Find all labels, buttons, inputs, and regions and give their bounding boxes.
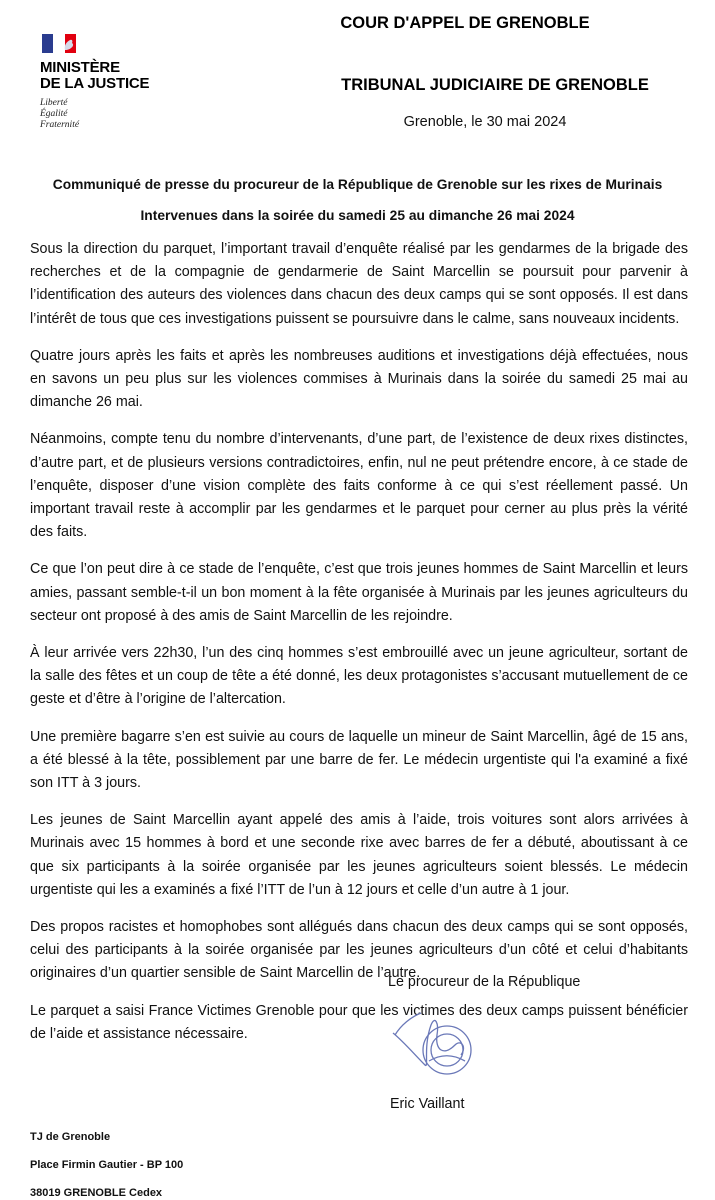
communique-body bbox=[30, 238, 688, 1060]
footer-postcode: 38019 GRENOBLE Cedex bbox=[30, 1187, 163, 1199]
paragraph: Néanmoins, compte tenu du nombre d’intervenants, d’une part, de l’existence de deux rixes distinctes, d’autre part, et de plusieurs versions contradictoires, enfin, nul ne peut prétendre encore, à ce stade de l’enquête, disposer d’une vision complète des faits conforme à ce qui s’est réellement passé. Un important travail reste à accomplir par les gendarmes et le parquet pour cerner au plus près la vérité des faits. bbox=[30, 431, 688, 541]
communique-title: Communiqué de presse du procureur de la République de Grenoble sur les rixes de Murinais bbox=[52, 177, 663, 192]
ministry-line-1: MINISTÈRE bbox=[40, 59, 120, 76]
motto-fraternite: Fraternité bbox=[40, 120, 80, 130]
paragraph: Une première bagarre s’en est suivie au cours de laquelle un mineur de Saint Marcellin, âgé de 15 ans, a été blessé à la tête, possiblement par une barre de fer. Le médecin urgentiste qui l'a examiné a fixé son ITT à 3 jours. bbox=[30, 728, 688, 792]
date-line: Grenoble, le 30 mai 2024 bbox=[403, 114, 567, 130]
communique-subtitle: Intervenues dans la soirée du samedi 25 au dimanche 26 mai 2024 bbox=[140, 208, 575, 223]
signature-stamp-image bbox=[385, 995, 485, 1095]
motto-egalite: Égalité bbox=[40, 109, 68, 119]
signature-flourish bbox=[395, 1013, 421, 1035]
paragraph: Ce que l’on peut dire à ce stade de l’enquête, c’est que trois jeunes hommes de Saint Marcellin et leurs amies, passant semble-t-il un bon moment à la fête organisée à Murinais par les jeunes agriculteurs du secteur ont proposé à des amis de Saint Marcellin de les rejoindre. bbox=[30, 561, 688, 624]
republic-motto bbox=[40, 98, 160, 131]
signatory-name: Eric Vaillant bbox=[390, 1096, 465, 1112]
paragraph: Le parquet a saisi France Victimes Grenoble pour que les victimes des deux camps puissent bénéficier de l’aide et assistance nécessaire. bbox=[30, 1002, 688, 1042]
paragraph: Les jeunes de Saint Marcellin ayant appelé des amis à l’aide, trois voitures sont alors arrivées à Murinais avec 15 hommes à bord et une seconde rixe avec barres de fer a débuté, aboutissant à ce que six participants à la soirée organisée par les jeunes agriculteurs soient blessés. Le médecin urgentiste qui les a examinés a fixé l’ITT de l’un à 12 jours et celle d’un autre à 1 jour. bbox=[30, 812, 688, 898]
ministry-name bbox=[40, 60, 160, 92]
footer-court: TJ de Grenoble bbox=[30, 1131, 111, 1143]
footer-address: Place Firmin Gautier - BP 100 bbox=[30, 1159, 184, 1171]
ministry-logo bbox=[40, 34, 160, 131]
tribunal-heading: TRIBUNAL JUDICIAIRE DE GRENOBLE bbox=[341, 76, 649, 94]
court-of-appeal-heading: COUR D'APPEL DE GRENOBLE bbox=[340, 14, 590, 32]
signatory-title: Le procureur de la République bbox=[388, 974, 581, 990]
ministry-line-2: DE LA JUSTICE bbox=[40, 75, 150, 92]
paragraph: À leur arrivée vers 22h30, l’un des cinq hommes s’est embrouillé avec un jeune agriculteur, sortant de la salle des fêtes et un coup de tête a été donné, les deux protagonistes s’accusant mutuellement de ce geste et d’être à l’origine de l’altercation. bbox=[30, 645, 688, 708]
french-flag-icon bbox=[42, 34, 76, 53]
paragraph: Quatre jours après les faits et après les nombreuses auditions et investigations déjà effectuées, nous en savons un peu plus sur les violences commises à Murinais dans la soirée du samedi 25 mai au dimanche 26 mai. bbox=[30, 347, 688, 411]
paragraph: Des propos racistes et homophobes sont allégués dans chacun des deux camps qui se sont opposés, celui des participants à la soirée organisée par les jeunes agriculteurs d’un côté et celui d’habitants originaires d’un quartier sensible de Saint Marcellin de l’autre. bbox=[30, 919, 688, 982]
paragraph: Sous la direction du parquet, l’important travail d’enquête réalisé par les gendarmes de la brigade des recherches et de la compagnie de gendarmerie de Saint Marcellin se poursuit pour parvenir à l’identification des auteurs des violences dans chacun des deux camps qui se sont opposés. Il est dans l’intérêt de tous que ces investigations puissent se poursuivre dans le calme, sans nouveaux incidents. bbox=[30, 241, 688, 327]
marianne-icon bbox=[61, 36, 77, 52]
motto-liberte: Liberté bbox=[40, 98, 68, 108]
